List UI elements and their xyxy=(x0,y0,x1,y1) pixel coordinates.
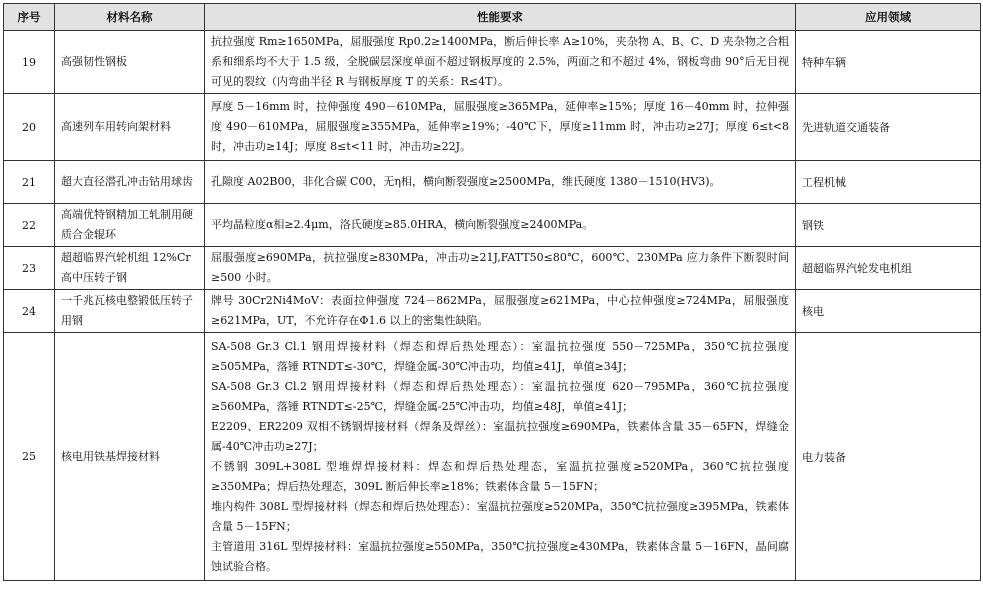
row-seq: 23 xyxy=(4,247,55,290)
row-application: 超超临界汽轮发电机组 xyxy=(796,247,981,290)
requirement-line: 堆内构件 308L 型焊接材料（焊态和焊后热处理态）：室温抗拉强度≥520MPa，350℃抗拉强度≥395MPa，铁素体含量 5－15FN； xyxy=(211,499,789,533)
row-seq: 20 xyxy=(4,94,55,161)
requirement-line: 不锈钢 309L+308L 型堆焊焊接材料：焊态和焊后热处理态，室温抗拉强度≥520MPa，360℃抗拉强度≥350MPa；焊后热处理态，309L 断后伸长率≥18%；铁素体含量 5－15FN； xyxy=(211,459,789,493)
header-material-name: 材料名称 xyxy=(55,4,205,31)
row-material-name: 核电用铁基焊接材料 xyxy=(55,333,205,581)
row-material-name: 超大直径潜孔冲击钻用球齿 xyxy=(55,161,205,204)
row-application: 钢铁 xyxy=(796,204,981,247)
row-application: 电力装备 xyxy=(796,333,981,581)
row-application: 特种车辆 xyxy=(796,31,981,94)
row-seq: 19 xyxy=(4,31,55,94)
table-row xyxy=(4,333,981,581)
table-row xyxy=(4,94,981,161)
table-row xyxy=(4,31,981,94)
table-row xyxy=(4,161,981,204)
table-row xyxy=(4,204,981,247)
row-requirements: 屈服强度≥690MPa，抗拉强度≥830MPa，冲击功≥21J,FATT50≤80℃，600℃、230MPa 应力条件下断裂时间≥500 小时。 xyxy=(205,247,796,290)
row-requirements: 平均晶粒度α相≥2.4μm，洛氏硬度≥85.0HRA，横向断裂强度≥2400MPa。 xyxy=(205,204,796,247)
header-seq: 序号 xyxy=(4,4,55,31)
requirement-line: 主管道用 316L 型焊接材料：室温抗拉强度≥550MPa，350℃抗拉强度≥430MPa，铁素体含量 5－16FN，晶间腐蚀试验合格。 xyxy=(211,539,789,573)
row-application: 核电 xyxy=(796,290,981,333)
header-application: 应用领域 xyxy=(796,4,981,31)
requirement-line: SA-508 Gr.3 Cl.1 钢用焊接材料（焊态和焊后热处理态）：室温抗拉强度 550－725MPa，350℃抗拉强度≥505MPa，落锤 RTNDT≤-30℃，焊缝金属-30℃冲击功，均值≥41J，单值≥34J； xyxy=(211,339,789,373)
row-seq: 24 xyxy=(4,290,55,333)
row-seq: 21 xyxy=(4,161,55,204)
header-requirements: 性能要求 xyxy=(205,4,796,31)
row-material-name: 高强韧性钢板 xyxy=(55,31,205,94)
requirement-line: SA-508 Gr.3 Cl.2 钢用焊接材料（焊态和焊后热处理态）：室温抗拉强度 620－795MPa，360℃抗拉强度≥560MPa，落锤 RTNDT≤-25℃，焊缝金属-25℃冲击功，均值≥48J，单值≥41J； xyxy=(211,379,789,413)
row-application: 工程机械 xyxy=(796,161,981,204)
requirement-line: E2209、ER2209 双相不锈钢焊接材料（焊条及焊丝）：室温抗拉强度≥690MPa，铁素体含量 35－65FN，焊缝金属-40℃冲击功≥27J； xyxy=(211,419,789,453)
row-requirements xyxy=(205,333,796,581)
row-material-name: 一千兆瓦核电整锻低压转子用钢 xyxy=(55,290,205,333)
table-row xyxy=(4,247,981,290)
row-material-name: 超超临界汽轮机组 12%Cr 高中压转子钢 xyxy=(55,247,205,290)
table-row xyxy=(4,290,981,333)
row-requirements: 孔隙度 A02B00，非化合碳 C00，无η相，横向断裂强度≥2500MPa，维氏硬度 1380－1510(HV3)。 xyxy=(205,161,796,204)
row-material-name: 高端优特钢精加工轧制用硬质合金辊环 xyxy=(55,204,205,247)
materials-table xyxy=(3,3,981,581)
table-header-row xyxy=(4,4,981,31)
row-requirements: 牌号 30Cr2Ni4MoV：表面拉伸强度 724－862MPa，屈服强度≥621MPa，中心拉伸强度≥724MPa，屈服强度≥621MPa，UT，不允许存在Φ1.6 以上的密集性缺陷。 xyxy=(205,290,796,333)
row-requirements: 抗拉强度 Rm≥1650MPa，屈服强度 Rp0.2≥1400MPa，断后伸长率 A≥10%，夹杂物 A、B、C、D 夹杂物之合粗系和细系均不大于 1.5 级，全脱碳层深度单面不超过钢板厚度的 2.5%，两面之和不超过 4%，钢板弯曲 90°后无目视可见的裂纹（内弯曲半径 R 与钢板厚度 T 的关系：R≤4T）。 xyxy=(205,31,796,94)
row-requirements: 厚度 5－16mm 时，拉伸强度 490－610MPa，屈服强度≥365MPa，延伸率≥15%；厚度 16－40mm 时，拉伸强度 490－610MPa，屈服强度≥355MPa，延伸率≥19%；-40℃下，厚度≥11mm 时，冲击功≥27J；厚度 6≤t<8 时，冲击功≥14J；厚度 8≤t<11 时，冲击功≥22J。 xyxy=(205,94,796,161)
row-seq: 22 xyxy=(4,204,55,247)
row-application: 先进轨道交通装备 xyxy=(796,94,981,161)
row-seq: 25 xyxy=(4,333,55,581)
row-material-name: 高速列车用转向架材料 xyxy=(55,94,205,161)
